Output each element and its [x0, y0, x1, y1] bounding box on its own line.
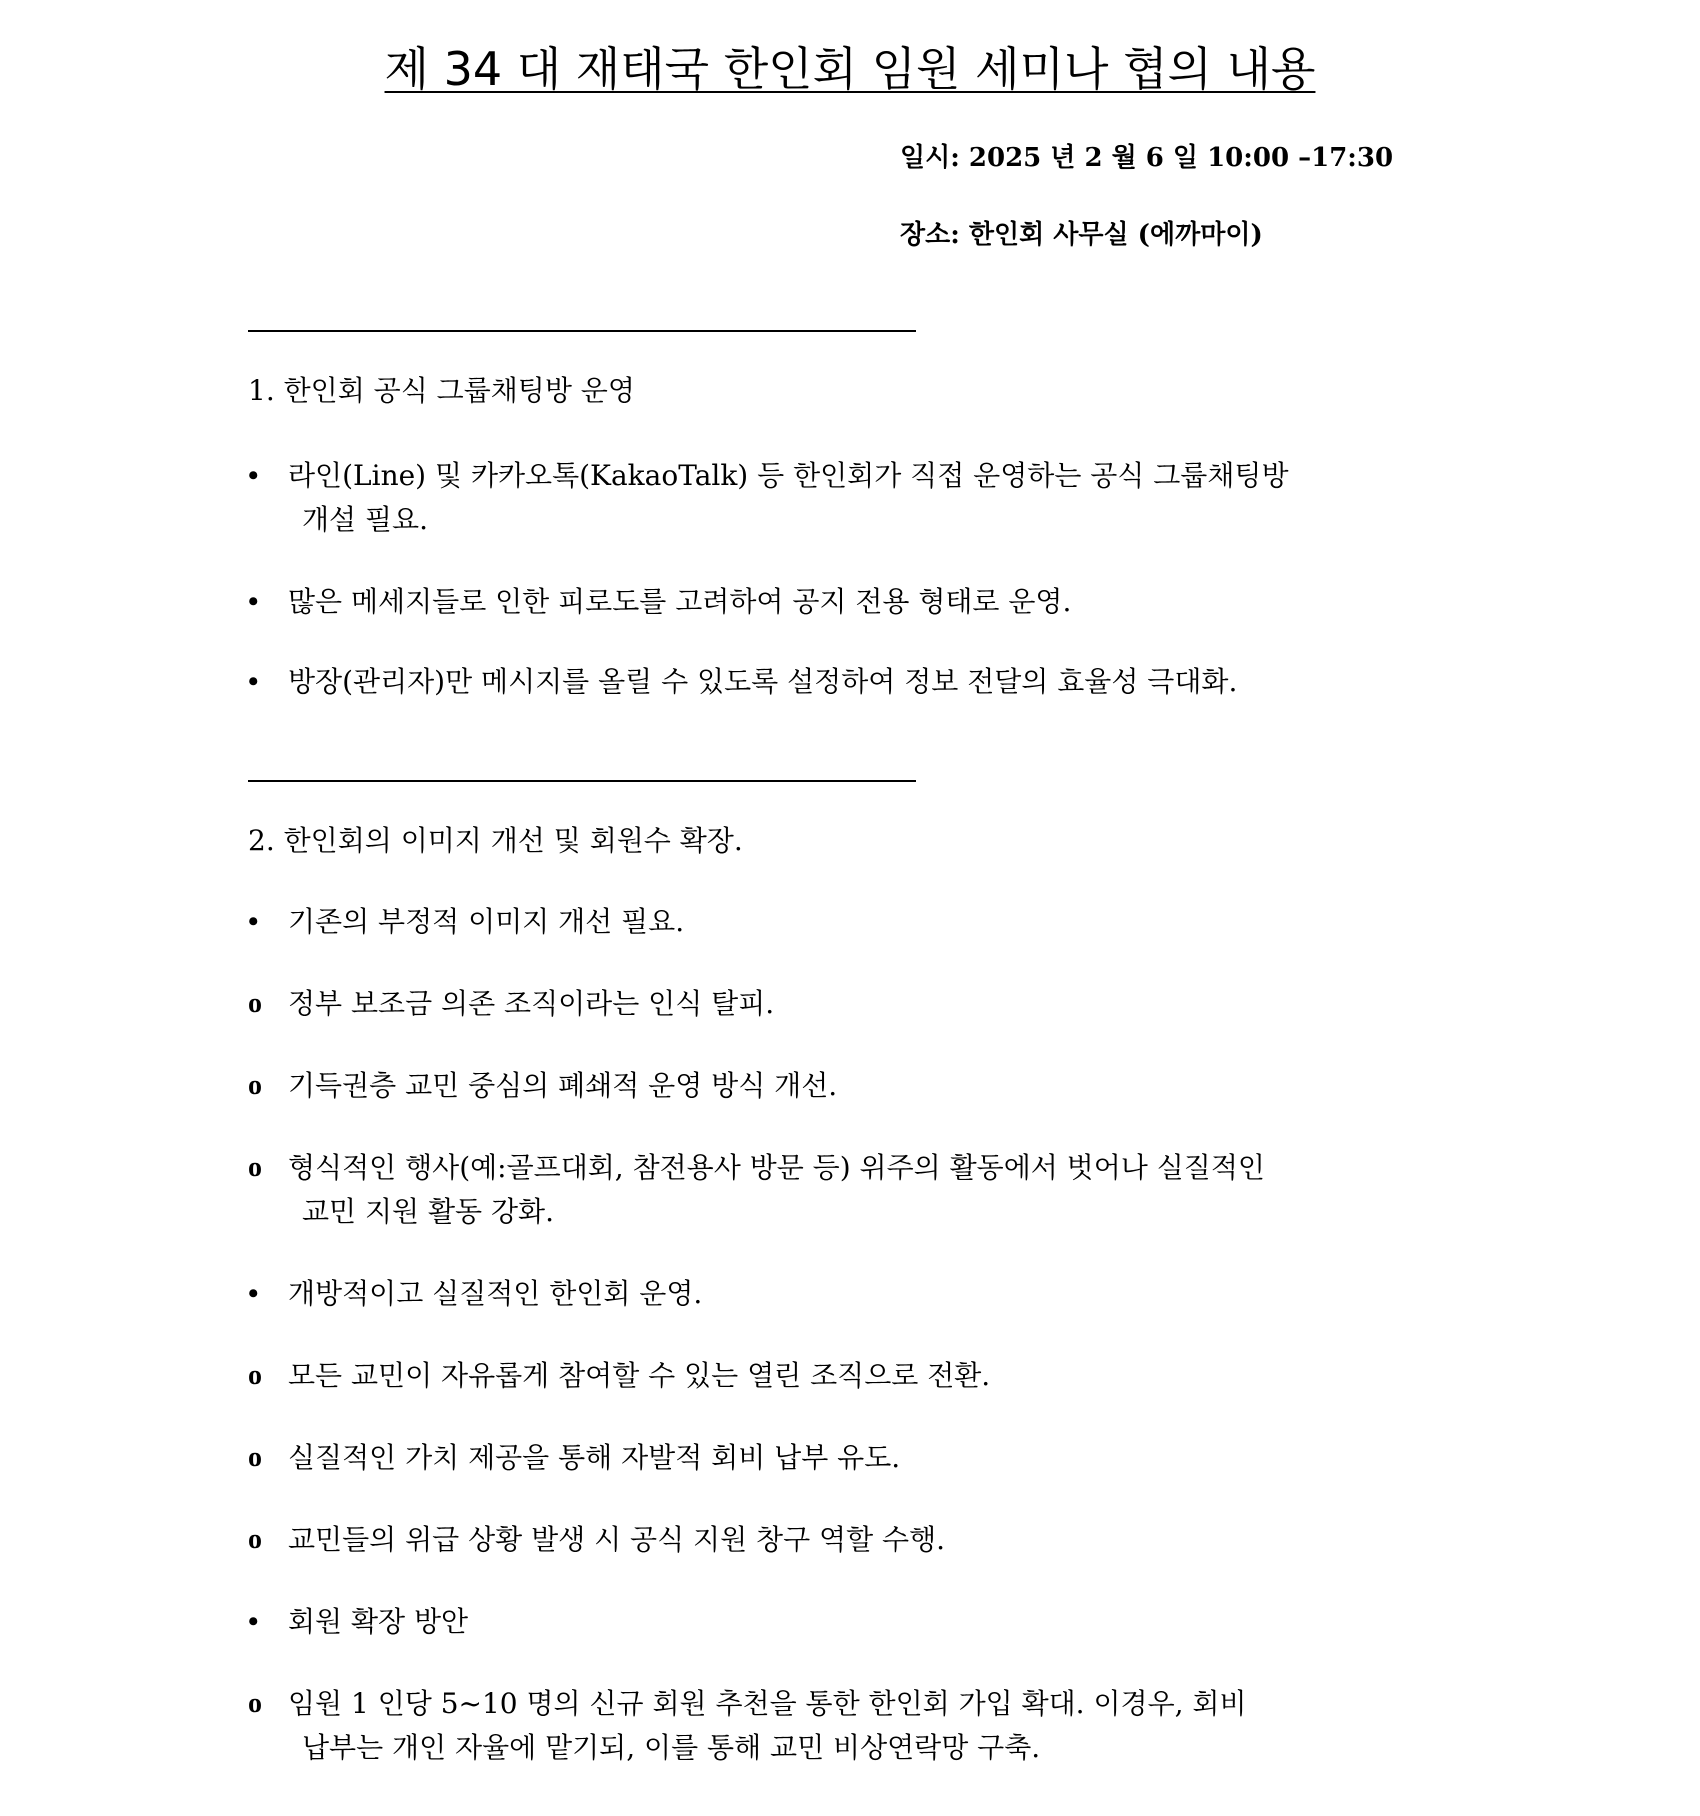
- list-item-text: 많은 메세지들로 인한 피로도를 고려하여 공지 전용 형태로 운영.: [288, 585, 1072, 618]
- bullet-marker: •: [248, 905, 259, 938]
- sub-list-item: [248, 982, 1488, 1026]
- sub-bullet-marker: o: [248, 1070, 262, 1101]
- section-divider: [248, 330, 916, 332]
- bullet-marker: •: [248, 585, 259, 618]
- section-2-heading: 2. 한인회의 이미지 개선 및 회원수 확장.: [248, 824, 743, 857]
- list-item-text: 방장(관리자)만 메시지를 올릴 수 있도록 설정하여 정보 전달의 효율성 극대화.: [288, 665, 1238, 698]
- bullet-marker: •: [248, 665, 259, 698]
- list-item-text: 기존의 부정적 이미지 개선 필요.: [288, 905, 685, 938]
- list-item: [248, 1600, 1488, 1644]
- sub-list-item: [248, 1354, 1488, 1398]
- document-title-text: 제 34 대 재태국 한인회 임원 세미나 협의 내용: [384, 42, 1316, 96]
- list-item-text: 실질적인 가치 제공을 통해 자발적 회비 납부 유도.: [288, 1441, 901, 1474]
- sub-bullet-marker: o: [248, 988, 262, 1019]
- meeting-place: 장소: 한인회 사무실 (에까마이): [900, 220, 1263, 250]
- list-item: [248, 454, 1488, 542]
- list-item: [248, 1272, 1488, 1316]
- sub-list-item: [248, 1682, 1488, 1770]
- sub-list-item: [248, 1146, 1488, 1234]
- sub-bullet-marker: o: [248, 1442, 262, 1473]
- sub-bullet-marker: o: [248, 1152, 262, 1183]
- bullet-marker: •: [248, 459, 259, 492]
- list-item-text: 라인(Line) 및 카카오톡(KakaoTalk) 등 한인회가 직접 운영하는 공식 그룹채팅방: [288, 459, 1289, 492]
- section-1-heading: 1. 한인회 공식 그룹채팅방 운영: [248, 374, 635, 407]
- document-title: [0, 38, 1700, 100]
- list-item: [248, 660, 1488, 704]
- list-item-text: 개방적이고 실질적인 한인회 운영.: [288, 1277, 703, 1310]
- list-item: [248, 900, 1488, 944]
- list-item-text: 임원 1 인당 5~10 명의 신규 회원 추천을 통한 한인회 가입 확대. 이경우, 회비: [288, 1687, 1247, 1720]
- bullet-marker: •: [248, 1277, 259, 1310]
- list-item-text-continued: 교민 지원 활동 강화.: [302, 1195, 554, 1228]
- sub-bullet-marker: o: [248, 1360, 262, 1391]
- list-item-text: 교민들의 위급 상황 발생 시 공식 지원 창구 역할 수행.: [288, 1523, 946, 1556]
- section-divider: [248, 780, 916, 782]
- list-item-text-continued: 납부는 개인 자율에 맡기되, 이를 통해 교민 비상연락망 구축.: [302, 1731, 1041, 1764]
- list-item-text: 모든 교민이 자유롭게 참여할 수 있는 열린 조직으로 전환.: [288, 1359, 991, 1392]
- sub-list-item: [248, 1064, 1488, 1108]
- list-item-text: 기득권층 교민 중심의 폐쇄적 운영 방식 개선.: [288, 1069, 838, 1102]
- bullet-marker: •: [248, 1605, 259, 1638]
- sub-list-item: [248, 1436, 1488, 1480]
- sub-bullet-marker: o: [248, 1688, 262, 1719]
- sub-list-item: [248, 1518, 1488, 1562]
- list-item-text-continued: 개설 필요.: [302, 503, 428, 536]
- meeting-date: 일시: 2025 년 2 월 6 일 10:00 –17:30: [900, 143, 1394, 173]
- list-item-text: 형식적인 행사(예:골프대회, 참전용사 방문 등) 위주의 활동에서 벗어나 실질적인: [288, 1151, 1265, 1184]
- list-item-text: 회원 확장 방안: [288, 1605, 469, 1638]
- list-item-text: 정부 보조금 의존 조직이라는 인식 탈피.: [288, 987, 775, 1020]
- sub-bullet-marker: o: [248, 1524, 262, 1555]
- list-item: [248, 580, 1488, 624]
